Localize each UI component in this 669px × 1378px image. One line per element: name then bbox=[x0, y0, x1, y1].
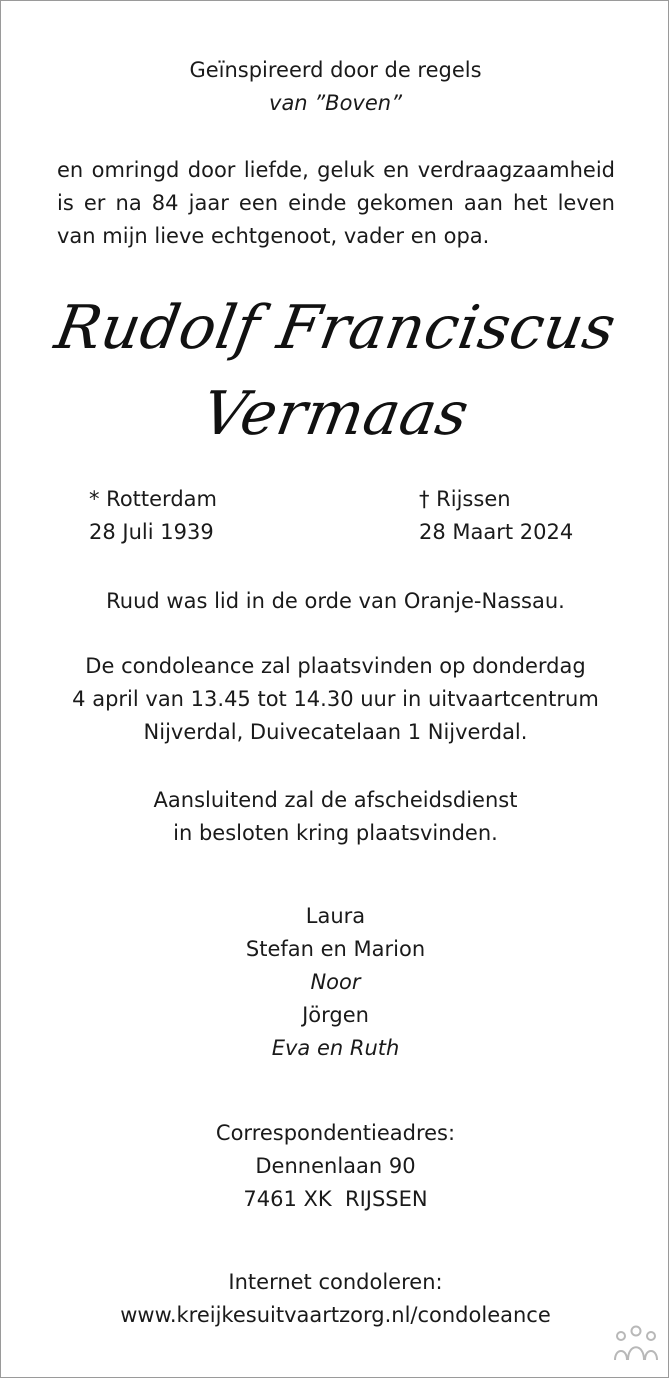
family-member-2: Stefan en Marion bbox=[245, 937, 426, 961]
correspondence-street: Dennenlaan 90 bbox=[255, 1154, 416, 1178]
service-line-2: in besloten kring plaatsvinden. bbox=[173, 821, 498, 845]
family-member-1: Laura bbox=[305, 904, 366, 928]
deceased-name-line-1: Rudolf Franciscus bbox=[49, 293, 621, 363]
people-group-icon bbox=[613, 1324, 659, 1364]
intro-line-1: Geïnspireerd door de regels bbox=[189, 58, 482, 82]
condolence-line-3: Nijverdal, Duivecatelaan 1 Nijverdal. bbox=[143, 720, 528, 744]
service-line-1: Aansluitend zal de afscheidsdienst bbox=[153, 788, 518, 812]
family-member-5: Eva en Ruth bbox=[271, 1036, 400, 1060]
condolence-url[interactable]: www.kreijkesuitvaartzorg.nl/condoleance bbox=[120, 1303, 551, 1327]
birth-place: * Rotterdam bbox=[89, 487, 217, 511]
announcement-line-1: en omringd door liefde, geluk en verdraagzaamheid bbox=[57, 158, 615, 182]
intro-line-2: van ”Boven” bbox=[269, 91, 402, 115]
correspondence-city: 7461 XK RIJSSEN bbox=[243, 1187, 428, 1211]
deceased-name-line-2: Vermaas bbox=[196, 379, 475, 449]
family-member-3: Noor bbox=[310, 970, 361, 994]
condolence-line-2: 4 april van 13.45 tot 14.30 uur in uitvaartcentrum bbox=[72, 687, 599, 711]
online-label: Internet condoleren: bbox=[228, 1270, 443, 1294]
family-member-4: Jörgen bbox=[302, 1003, 369, 1027]
birth-date: 28 Juli 1939 bbox=[89, 520, 214, 544]
honor-text: Ruud was lid in de orde van Oranje-Nassau. bbox=[106, 589, 565, 613]
announcement-line-3: van mijn lieve echtgenoot, vader en opa. bbox=[57, 224, 490, 248]
condolence-line-1: De condoleance zal plaatsvinden op donderdag bbox=[85, 654, 586, 678]
death-place: † Rijssen bbox=[419, 487, 511, 511]
death-date: 28 Maart 2024 bbox=[419, 520, 574, 544]
announcement-line-2: is er na 84 jaar een einde gekomen aan het leven bbox=[57, 191, 615, 215]
correspondence-label: Correspondentieadres: bbox=[215, 1121, 456, 1145]
